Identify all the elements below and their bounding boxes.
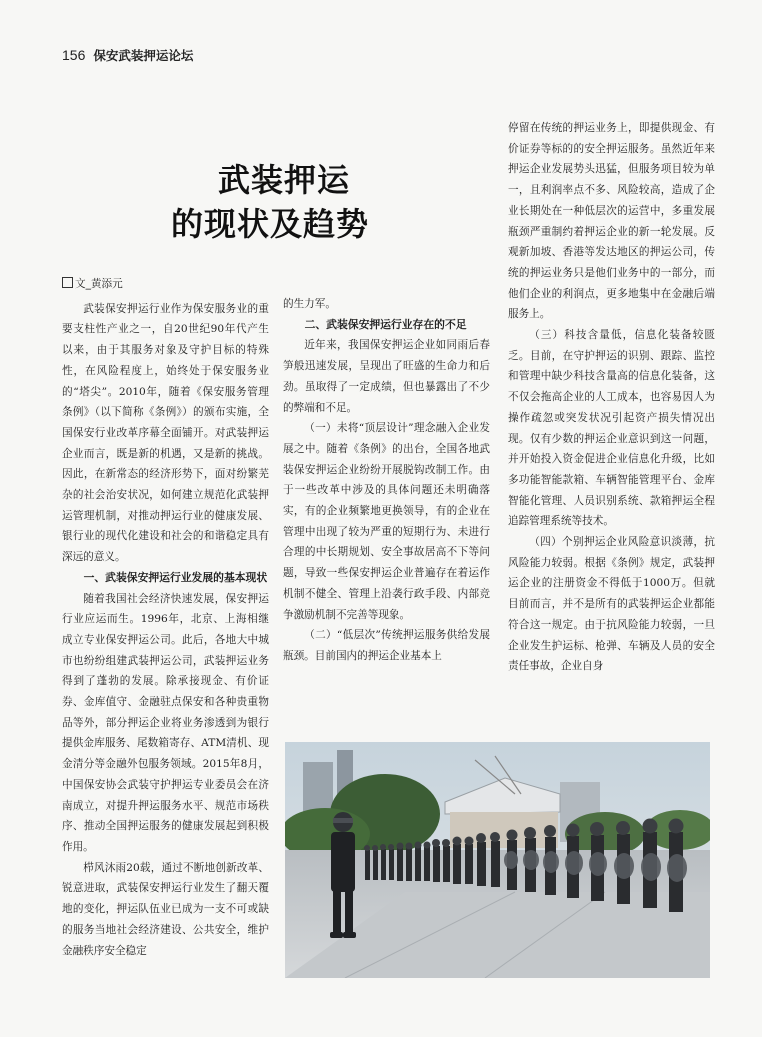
paragraph: 随着我国社会经济快速发展，保安押运行业应运而生。1996年，北京、上海相继成立专业保安押运公司。此后，各地大中城市也纷纷组建武装押运公司，武装押运业务得到了蓬勃的发展。除承接现金、有价证券、金库值守、金融驻点保安和各种贵重物品等外，部分押运企业将业务渗透到为银行提供金库服务、尾数箱寄存、ATM清机、现金清分等金融外包服务领域。2015年8月，中国保安协会武装守护押运专业委员会在济南成立，对提升押运服务水平、规范市场秩序、推动全国押运服务的健康发展起到积极作用。 (62, 592, 269, 853)
byline-text: 文_黄添元 (75, 278, 123, 290)
page-header (62, 46, 193, 64)
square-icon (62, 277, 73, 288)
paragraph: （三）科技含量低，信息化装备较匮乏。目前，在守护押运的识别、跟踪、监控和管理中缺少科技含量高的信息化装备，这不仅会拖高企业的人工成本，也容易因人为操作疏忽或突发状况引起资产损失情况出现。仅有少数的押运企业意识到这一问题，并开始投入资金促进企业信息化升级，比如多功能智能款箱、车辆智能管理平台、金库智能化管理、人员识别系统、款箱押运全程追踪管理系统等技术。 (508, 329, 715, 528)
section-heading: 一、武装保安押运行业发展的基本现状 (83, 570, 268, 584)
section-name: 保安武装押运论坛 (93, 48, 194, 63)
paragraph: 武装保安押运行业作为保安服务业的重要支柱性产业之一，自20世纪90年代产生以来，由于其服务对象及守护目标的特殊性，在风险程度上，始终处于保安服务业的“塔尖”。2010年，随着《保安服务管理条例》（以下简称《条例》）的颁布实施，全国保安行业改革序幕全面铺开。对武装押运企业而言，既是新的机遇，又是新的挑战。因此，在新常态的经济形势下，面对纷繁芜杂的社会治安状况，如何建立规范化武装押运管理机制，对推动押运行业的健康发展、银行业的现代化建设和社会的和谐稳定具有深远的意义。 (62, 302, 269, 564)
section-heading: 二、武装保安押运行业存在的不足 (304, 317, 467, 331)
paragraph: （四）个别押运企业风险意识淡薄，抗风险能力较弱。根据《条例》规定，武装押运企业的注册资金不得低于1000万。但就目前而言，并不是所有的武装押运企业都能符合这一规定。由于抗风险能力较弱，一旦企业发生护运标、枪弹、车辆及人员的安全责任事故，企业自身 (508, 536, 715, 673)
title-line-1: 武装押运 (217, 161, 350, 199)
paragraph: 近年来，我国保安押运企业如同雨后春笋般迅速发展，呈现出了旺盛的生命力和后劲。虽取得了一定成绩，但也暴露出了不少的弊端和不足。 (283, 339, 490, 414)
page-number: 156 (62, 47, 86, 63)
photo-armed-escort-guards (285, 742, 710, 978)
byline (62, 274, 269, 295)
article-title (150, 158, 390, 246)
paragraph: （一）未将“顶层设计”理念融入企业发展之中。随着《条例》的出台，全国各地武装保安押运企业纷纷开展脱钩改制工作。由于一些改革中涉及的具体问题还未明确落实，有的企业频繁地更换领导，有的企业在管理中出现了较为严重的短期行为、未进行合理的中长期规划、安全事故居高不下等问题，导致一些保安押运企业普遍存在着运作机制不健全、管理上沿袭行政手段、内部竞争激励机制不完善等现象。 (283, 422, 490, 621)
column-3 (508, 118, 715, 677)
paragraph: （二）“低层次”传统押运服务供给发展瓶颈。目前国内的押运企业基本上 (283, 629, 490, 662)
paragraph: 栉风沐雨20载，通过不断地创新改革、锐意进取，武装保安押运行业发生了翻天覆地的变化，押运队伍业已成为一支不可或缺的服务当地社会经济建设、公共安全，维护金融秩序安全稳定 (62, 861, 269, 957)
title-line-2: 的现状及趋势 (170, 205, 369, 243)
column-2 (283, 294, 490, 667)
column-1 (62, 274, 269, 961)
paragraph: 的生力军。 (283, 298, 336, 310)
paragraph: 停留在传统的押运业务上，即提供现金、有价证券等标的的安全押运服务。虽然近年来押运企业发展势头迅猛，但服务项目较为单一，且利润率点不多、风险较高，造成了企业长期处在一种低层次的运营中，多重发展瓶颈严重制约着押运企业的新一轮发展。反观新加坡、香港等发达地区的押运公司，传统的押运业务只是他们业务中的一部分，而他们企业的利润点，更多地集中在金融后端服务上。 (508, 122, 715, 321)
